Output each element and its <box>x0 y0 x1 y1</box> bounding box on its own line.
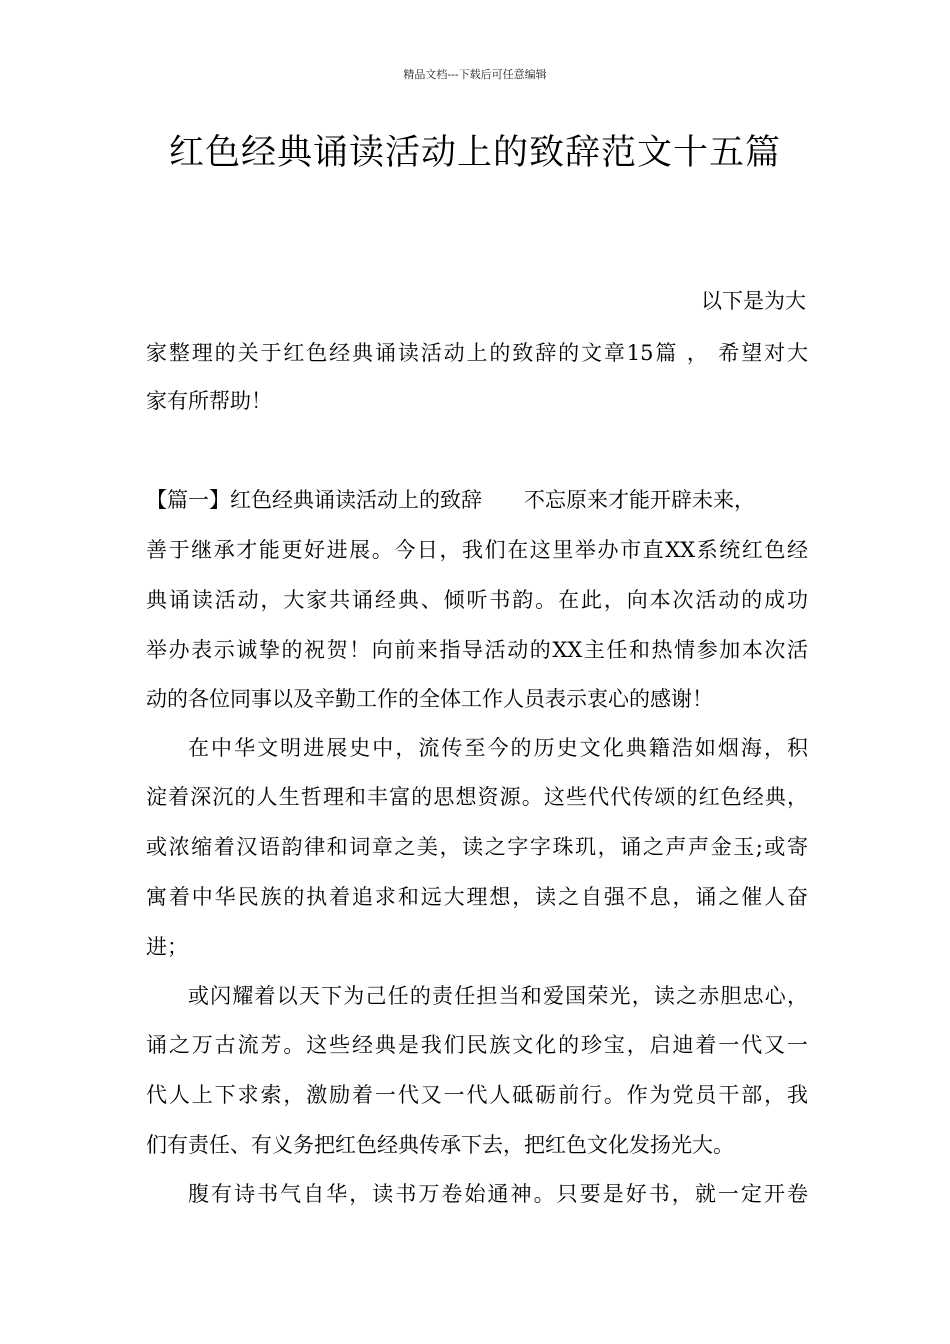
paragraph-line: 们有责任、有义务把红色经典传承下去，把红色文化发扬光大。 <box>146 1133 734 1157</box>
page-header: 精品文档---下载后可任意编辑 <box>403 68 547 81</box>
section-heading-line <box>146 482 808 518</box>
paragraph-line: 淀着深沉的人生哲理和丰富的思想资源。这些代代传颂的红色经典， <box>146 785 808 809</box>
paragraph-line: 腹有诗书气自华，读书万卷始通神。只要是好书，就一定开卷 <box>188 1182 808 1206</box>
paragraph-line: 动的各位同事以及辛勤工作的全体工作人员表示衷心的感谢！ <box>146 687 713 711</box>
document-title: 红色经典诵读活动上的致辞范文十五篇 <box>168 133 781 173</box>
paragraph-line: 或闪耀着以天下为己任的责任担当和爱国荣光，读之赤胆忠心， <box>188 984 808 1008</box>
paragraph-line: 代人上下求索，激励着一代又一代人砥砺前行。作为党员干部，我 <box>146 1083 808 1107</box>
paragraph-line: 进； <box>146 935 188 959</box>
intro-lead: 以下是为大 <box>701 289 806 313</box>
intro-line: 家有所帮助！ <box>146 389 272 413</box>
intro-line: 家整理的关于红色经典诵读活动上的致辞的文章15篇 ， 希望对大 <box>146 341 808 365</box>
section-opening-text: 不忘原来才能开辟未来， <box>524 488 755 512</box>
paragraph-line: 在中华文明进展史中，流传至今的历史文化典籍浩如烟海，积 <box>188 736 808 760</box>
paragraph-line: 举办表示诚挚的祝贺！向前来指导活动的XX主任和热情参加本次活 <box>146 638 808 662</box>
paragraph-line: 善于继承才能更好进展。今日，我们在这里举办市直XX系统红色经 <box>146 538 808 562</box>
paragraph-line: 典诵读活动，大家共诵经典、倾听书韵。在此，向本次活动的成功 <box>146 588 808 612</box>
section-heading: 【篇一】红色经典诵读活动上的致辞 <box>146 488 482 512</box>
paragraph-line: 寓着中华民族的执着追求和远大理想，读之自强不息，诵之催人奋 <box>146 885 808 909</box>
paragraph-line: 或浓缩着汉语韵律和词章之美，读之字字珠玑，诵之声声金玉;或寄 <box>146 835 808 859</box>
paragraph-line: 诵之万古流芳。这些经典是我们民族文化的珍宝，启迪着一代又一 <box>146 1033 808 1057</box>
